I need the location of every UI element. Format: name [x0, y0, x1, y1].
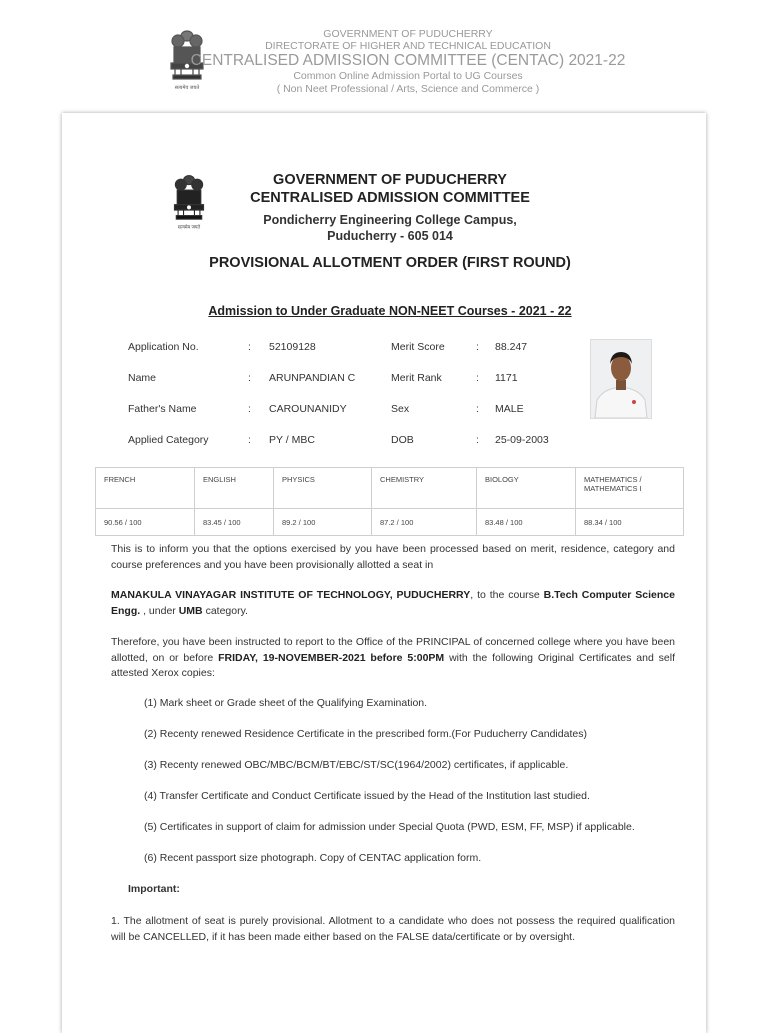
marks-value-cell: 87.2 / 100: [372, 509, 477, 536]
certificate-item: (6) Recent passport size photograph. Copy of CENTAC application form.: [144, 852, 482, 864]
svg-text:सत्यमेव जयते: सत्यमेव जयते: [174, 85, 200, 91]
marks-value-cell: 90.56 / 100: [96, 509, 195, 536]
applied-category-label: Applied Category: [128, 434, 209, 446]
certificate-item: (2) Recenty renewed Residence Certificate in the prescribed form.(For Puducherry Candidates): [144, 728, 587, 740]
order-title: PROVISIONAL ALLOTMENT ORDER (FIRST ROUND): [209, 255, 571, 271]
header-government: GOVERNMENT OF PUDUCHERRY: [323, 28, 493, 40]
svg-text:सत्यमेव जयते: सत्यमेव जयते: [177, 225, 201, 231]
admission-course-heading: Admission to Under Graduate NON-NEET Courses - 2021 - 22: [208, 304, 572, 318]
header-portal-subtitle: Common Online Admission Portal to UG Courses: [293, 70, 523, 82]
important-note-1: 1. The allotment of seat is purely provisional. Allotment to a candidate who does not possess the required qualification will be CANCELLED, if it has been made either based on the FALSE data/certificate or by oversight.: [111, 915, 675, 943]
document-government-title: GOVERNMENT OF PUDUCHERRY: [273, 172, 507, 188]
header-course-types: ( Non Neet Professional / Arts, Science and Commerce ): [276, 83, 540, 95]
field-colon: :: [248, 434, 251, 446]
marks-header-cell: BIOLOGY: [477, 468, 576, 509]
name-label: Name: [128, 372, 157, 384]
marks-header-cell: PHYSICS: [274, 468, 372, 509]
marks-header-cell: MATHEMATICS / MATHEMATICS I: [576, 468, 684, 509]
merit-score-value: 88.247: [495, 341, 528, 353]
application-no-label: Application No.: [128, 341, 199, 353]
field-colon: :: [476, 341, 479, 353]
dob-label: DOB: [391, 434, 414, 446]
marks-header-row: [96, 468, 684, 509]
reporting-deadline: FRIDAY, 19-NOVEMBER-2021 before 5:00PM: [218, 651, 445, 664]
header-directorate: DIRECTORATE OF HIGHER AND TECHNICAL EDUCATION: [265, 40, 551, 52]
field-colon: :: [476, 434, 479, 446]
allotted-college: MANAKULA VINAYAGAR INSTITUTE OF TECHNOLOGY, PUDUCHERRY: [111, 589, 471, 601]
intro-paragraph: This is to inform you that the options exercised by you have been processed based on merit, residence, category and course preferences and you have been provisionally allotted a seat in: [111, 543, 675, 571]
document-committee-title: CENTRALISED ADMISSION COMMITTEE: [250, 190, 530, 206]
marks-value-cell: 83.45 / 100: [195, 509, 274, 536]
field-colon: :: [248, 341, 251, 353]
marks-header-cell: CHEMISTRY: [372, 468, 477, 509]
merit-rank-value: 1171: [495, 372, 518, 384]
certificate-item: (3) Recenty renewed OBC/MBC/BCM/BT/EBC/ST/SC(1964/2002) certificates, if applicable.: [144, 759, 569, 771]
allotment-paragraph: [111, 588, 675, 619]
allotted-category: UMB: [178, 604, 203, 617]
important-heading: Important:: [128, 883, 180, 895]
reporting-paragraph: [111, 635, 675, 682]
text-fragment: , under: [143, 604, 176, 617]
applicant-photo: [590, 339, 652, 419]
marks-value-cell: 89.2 / 100: [274, 509, 372, 536]
dob-value: 25-09-2003: [495, 434, 549, 446]
subject-marks-table: [95, 467, 684, 536]
marks-header-cell: FRENCH: [96, 468, 195, 509]
document-address-line1: Pondicherry Engineering College Campus,: [263, 213, 517, 227]
name-value: ARUNPANDIAN C: [269, 372, 356, 384]
certificate-item: (4) Transfer Certificate and Conduct Certificate issued by the Head of the Institution last studied.: [144, 790, 590, 802]
sex-label: Sex: [391, 403, 410, 415]
merit-rank-label: Merit Rank: [391, 372, 442, 384]
allotment-order-document: [62, 113, 706, 1033]
portal-header: [0, 0, 768, 112]
application-no-value: 52109128: [269, 341, 316, 353]
marks-value-cell: 83.48 / 100: [477, 509, 576, 536]
field-colon: :: [248, 403, 251, 415]
text-fragment: with the following Original Certificates and self attested Xerox copies:: [111, 651, 676, 679]
fathers-name-label: Father's Name: [128, 403, 197, 415]
fathers-name-value: CAROUNANIDY: [269, 403, 347, 415]
merit-score-label: Merit Score: [391, 341, 445, 353]
text-fragment: Therefore, you have been instructed to report to the Office of the PRINCIPAL of concerned college where you have been allotted, on or before: [111, 636, 675, 664]
text-fragment: , to the course: [470, 589, 540, 601]
marks-header-cell: ENGLISH: [195, 468, 274, 509]
marks-value-row: [96, 509, 684, 536]
applied-category-value: PY / MBC: [269, 434, 315, 446]
field-colon: :: [248, 372, 251, 384]
header-centac-title: CENTRALISED ADMISSION COMMITTEE (CENTAC) 2021-22: [190, 52, 626, 69]
field-colon: :: [476, 372, 479, 384]
field-colon: :: [476, 403, 479, 415]
applicant-portrait-icon: [591, 340, 651, 418]
document-address-line2: Puducherry - 605 014: [327, 229, 453, 243]
certificate-item: (1) Mark sheet or Grade sheet of the Qualifying Examination.: [144, 697, 428, 709]
marks-value-cell: 88.34 / 100: [576, 509, 684, 536]
certificate-item: (5) Certificates in support of claim for admission under Special Quota (PWD, ESM, FF, MSP) if applicable.: [144, 821, 635, 833]
allotted-course: B.Tech Computer Science Engg.: [111, 589, 675, 617]
sex-value: MALE: [495, 403, 524, 415]
text-fragment: category.: [205, 604, 248, 617]
